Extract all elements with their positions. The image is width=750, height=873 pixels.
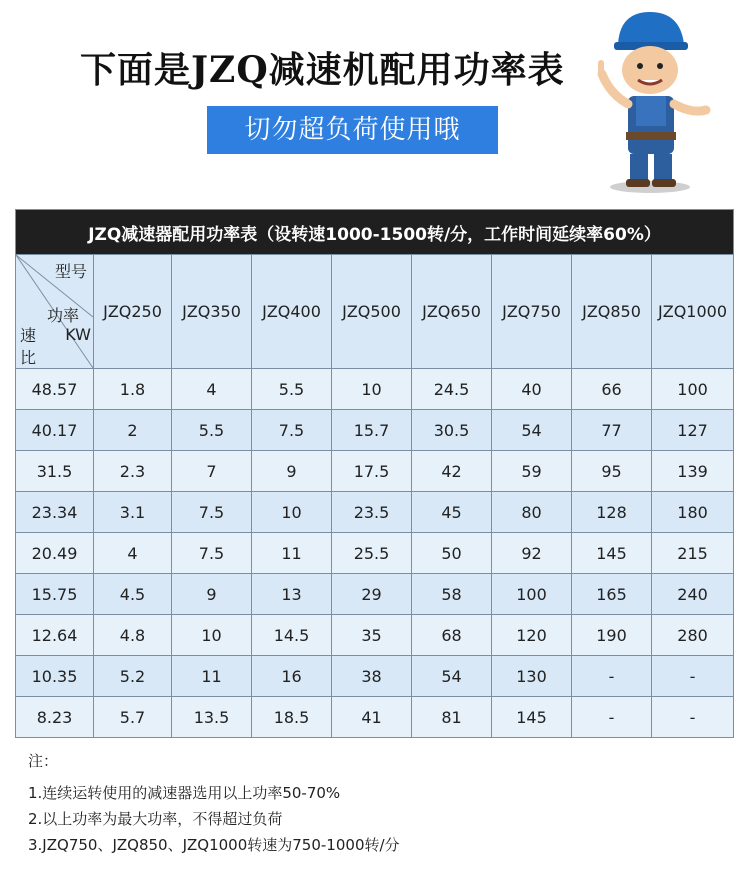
power-cell: 128: [572, 492, 652, 533]
power-cell: 15.7: [332, 410, 412, 451]
power-cell: 11: [172, 656, 252, 697]
power-cell: 59: [492, 451, 572, 492]
note-line: 3.JZQ750、JZQ850、JZQ1000转速为750-1000转/分: [28, 836, 400, 854]
power-cell: 2: [94, 410, 172, 451]
model-header: JZQ1000: [652, 255, 734, 369]
power-cell: 1.8: [94, 369, 172, 410]
power-cell: 100: [652, 369, 734, 410]
power-cell: 120: [492, 615, 572, 656]
power-cell: 54: [492, 410, 572, 451]
table-row: [16, 451, 734, 492]
power-cell: 58: [412, 574, 492, 615]
table-row: [16, 492, 734, 533]
power-cell: 25.5: [332, 533, 412, 574]
ratio-cell: 15.75: [16, 574, 94, 615]
power-cell: 2.3: [94, 451, 172, 492]
model-header: JZQ650: [412, 255, 492, 369]
power-cell: 23.5: [332, 492, 412, 533]
note-line: 1.连续运转使用的减速器选用以上功率50-70%: [28, 784, 341, 802]
model-header: JZQ850: [572, 255, 652, 369]
notes: [28, 748, 400, 858]
power-cell: 54: [412, 656, 492, 697]
power-cell: 30.5: [412, 410, 492, 451]
ratio-cell: 8.23: [16, 697, 94, 738]
power-cell: 5.5: [252, 369, 332, 410]
power-cell: 215: [652, 533, 734, 574]
power-cell: 9: [252, 451, 332, 492]
power-cell: 29: [332, 574, 412, 615]
power-cell: 14.5: [252, 615, 332, 656]
power-cell: 95: [572, 451, 652, 492]
page-title: 下面是JZQ减速机配用功率表: [80, 49, 565, 91]
power-cell: 4.8: [94, 615, 172, 656]
power-cell: 9: [172, 574, 252, 615]
table-row: [16, 697, 734, 738]
table-caption: JZQ减速器配用功率表（设转速1000-1500转/分，工作时间延续率60%）: [16, 210, 734, 255]
power-cell: 127: [652, 410, 734, 451]
power-cell: 4: [172, 369, 252, 410]
model-header: JZQ500: [332, 255, 412, 369]
corner-unit: KW: [65, 325, 91, 344]
power-cell: 7.5: [172, 492, 252, 533]
power-cell: 81: [412, 697, 492, 738]
ratio-cell: 20.49: [16, 533, 94, 574]
power-cell: 13.5: [172, 697, 252, 738]
ratio-cell: 48.57: [16, 369, 94, 410]
power-cell: 7.5: [172, 533, 252, 574]
model-header: JZQ250: [94, 255, 172, 369]
power-cell: 38: [332, 656, 412, 697]
warning-banner: 切勿超负荷使用哦: [207, 106, 498, 154]
power-cell: 42: [412, 451, 492, 492]
table-row: [16, 410, 734, 451]
power-cell: 80: [492, 492, 572, 533]
header-row: [16, 255, 734, 369]
ratio-cell: 23.34: [16, 492, 94, 533]
power-cell: 45: [412, 492, 492, 533]
power-cell: 40: [492, 369, 572, 410]
power-table: [15, 209, 733, 738]
power-cell: 16: [252, 656, 332, 697]
power-cell: 17.5: [332, 451, 412, 492]
power-cell: 18.5: [252, 697, 332, 738]
power-cell: 5.2: [94, 656, 172, 697]
ratio-cell: 40.17: [16, 410, 94, 451]
note-line: 2.以上功率为最大功率，不得超过负荷: [28, 810, 283, 828]
corner-ratio-2: 比: [20, 348, 37, 367]
power-cell: 68: [412, 615, 492, 656]
power-cell: 77: [572, 410, 652, 451]
power-cell: 145: [492, 697, 572, 738]
power-cell: -: [652, 656, 734, 697]
corner-header: [16, 255, 94, 369]
power-cell: 180: [652, 492, 734, 533]
ratio-cell: 31.5: [16, 451, 94, 492]
corner-model: 型号: [54, 262, 87, 281]
ratio-cell: 12.64: [16, 615, 94, 656]
power-cell: 10: [172, 615, 252, 656]
model-header: JZQ350: [172, 255, 252, 369]
model-header: JZQ750: [492, 255, 572, 369]
power-cell: 50: [412, 533, 492, 574]
model-header: JZQ400: [252, 255, 332, 369]
power-cell: 41: [332, 697, 412, 738]
power-cell: 66: [572, 369, 652, 410]
power-cell: -: [652, 697, 734, 738]
power-cell: 10: [332, 369, 412, 410]
notes-title: 注：: [28, 752, 59, 770]
table-row: [16, 656, 734, 697]
corner-ratio-1: 速: [20, 326, 37, 345]
worker-mascot-icon: [588, 4, 718, 194]
power-cell: 92: [492, 533, 572, 574]
power-cell: 7.5: [252, 410, 332, 451]
power-cell: 10: [252, 492, 332, 533]
ratio-cell: 10.35: [16, 656, 94, 697]
power-cell: 240: [652, 574, 734, 615]
table-body: [16, 369, 734, 738]
table-row: [16, 615, 734, 656]
power-cell: 3.1: [94, 492, 172, 533]
power-cell: 24.5: [412, 369, 492, 410]
power-cell: 130: [492, 656, 572, 697]
power-cell: 5.7: [94, 697, 172, 738]
table-row: [16, 574, 734, 615]
power-cell: 100: [492, 574, 572, 615]
power-cell: 190: [572, 615, 652, 656]
power-cell: 11: [252, 533, 332, 574]
power-cell: -: [572, 697, 652, 738]
power-cell: -: [572, 656, 652, 697]
power-cell: 165: [572, 574, 652, 615]
power-cell: 7: [172, 451, 252, 492]
power-cell: 13: [252, 574, 332, 615]
power-cell: 4: [94, 533, 172, 574]
power-cell: 4.5: [94, 574, 172, 615]
table-row: [16, 369, 734, 410]
power-cell: 280: [652, 615, 734, 656]
table-row: [16, 533, 734, 574]
power-cell: 35: [332, 615, 412, 656]
power-cell: 145: [572, 533, 652, 574]
power-cell: 139: [652, 451, 734, 492]
power-cell: 5.5: [172, 410, 252, 451]
corner-power: 功率: [46, 306, 79, 325]
